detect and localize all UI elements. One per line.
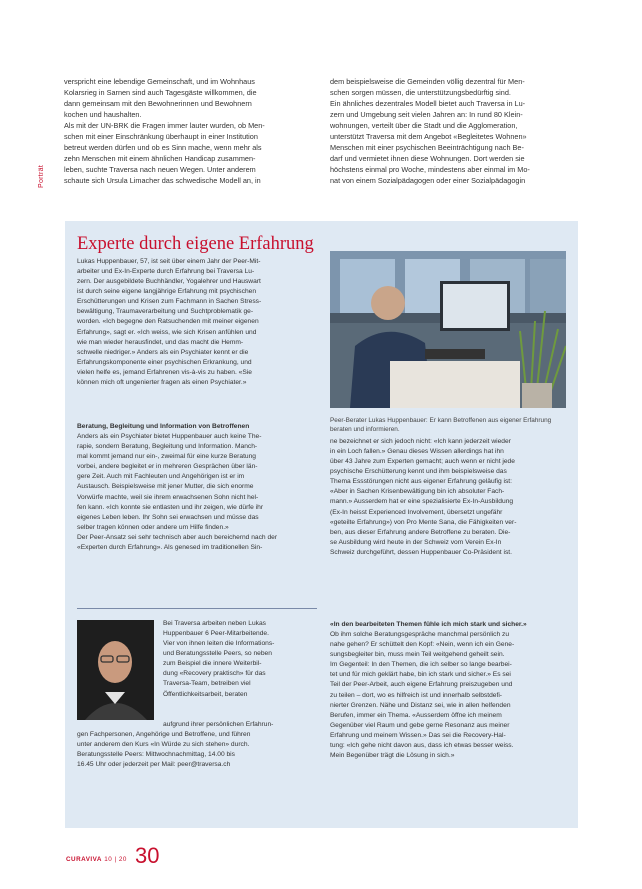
text-line: nat von einem Sozialpädagogen oder einer Sozialpädagogin: [330, 176, 526, 186]
text-line: Mein Begenüber trägt die Lösung in sich.»: [330, 752, 455, 760]
text-line: Ein ähnliches dezentrales Modell bietet auch Traversa in Lu-: [330, 99, 526, 109]
bio-text-continued: [77, 720, 317, 770]
text-line: Der Peer-Ansatz sei sehr technisch aber auch bereichernd nach der: [77, 533, 278, 541]
text-line: fen kann. «Ich konnte sie entlasten und ihr zeigen, wie dürfe ihr: [77, 503, 264, 511]
text-line: höchstens einmal pro Woche, mindestens aber einmal im Mo-: [330, 165, 530, 175]
text-line: Thema Essstörungen nicht aus eigener Erfahrung geläufig ist:: [330, 478, 512, 486]
text-line: wohnungen, verteilt über die Stadt und die Agglomeration,: [330, 121, 518, 131]
text-line: psychische Erschütterung kennt und ihm beispielsweise das: [330, 468, 507, 476]
text-line: Lukas Huppenbauer, 57, ist seit über einem Jahr der Peer-Mit-: [77, 258, 261, 265]
text-line: Erfahrung und meinem Wissen.» Das sei die Recovery-Hal-: [330, 731, 506, 739]
text-line: zern. Der ausgebildete Buchhändler, Yogalehrer und Hauswart: [77, 278, 261, 286]
text-line: in ein Loch fallen.» Genau dieses Wissen allerdings hat ihn: [330, 448, 504, 456]
text-line: dung «Recovery praktisch» für das: [163, 670, 266, 678]
text-line: nierter Grenzen. Nähe und Distanz sei, wie in allen helfenden: [330, 701, 511, 709]
text-line: Im Gegenteil: In den Themen, die ich selber so lange bearbei-: [330, 661, 512, 669]
top-left-column: [64, 76, 325, 186]
text-line: vielen helfe es, jemand Erfahrenen vis-à-vis zu haben. «Sie: [77, 368, 252, 376]
text-line: rapie, sondern Beratung, Begleitung und Information. Manch-: [77, 443, 258, 451]
text-line: ne bezeichnet er sich jedoch nicht: «Ich kann jederzeit wieder: [330, 438, 511, 445]
text-line: darf und vermietet ihnen diese Wohnungen. Dort werden sie: [330, 154, 525, 164]
text-line: Vier von ihnen leiten die Informations-: [163, 640, 275, 648]
text-line: vorbei, andere begleitet er in mehreren Gesprächen über län-: [77, 463, 258, 471]
box-divider: [77, 608, 317, 609]
text-line: worden. «Ich begegne den Ratsuchenden mit meiner eigenen: [77, 318, 259, 326]
text-line: schaute sich Ursula Limacher das schwedische Modell an, in: [64, 176, 261, 186]
box-column-1-part-1: [77, 257, 317, 388]
text-line: bewältigung, Traumaverarbeitung und Suchtproblematik ge-: [77, 308, 254, 316]
text-line: Erfahrungskomponente einer psychischen Erkrankung, und: [77, 358, 252, 366]
text-line: Anders als ein Psychiater bietet Huppenbauer auch keine The-: [77, 433, 262, 441]
text-line: betreut werden dürfen und ob es Sinn mache, wenn mehr als: [64, 143, 262, 153]
text-line: Bei Traversa arbeiten neben Lukas: [163, 620, 266, 627]
portrait-photo: [77, 620, 154, 720]
text-line: über 43 Jahre zum Experten gemacht; auch wenn er nicht jede: [330, 458, 515, 466]
text-line: mann.» Ausserdem hat er eine spezialisierte Ex-In-Ausbildung: [330, 498, 514, 506]
issue-number: 10 | 20: [104, 856, 127, 863]
text-line: «Aber in Sachen Krisenbewältigung bin ich absoluter Fach-: [330, 488, 505, 496]
box-column-2-part-1: [330, 437, 566, 558]
text-line: Berufen, immer ein Thema. «Ausserdem öffne ich meinem: [330, 711, 502, 719]
text-line: arbeiter und Ex-In-Experte durch Erfahrung bei Traversa Lu-: [77, 268, 255, 276]
text-line: zern und Umgebung seit vielen Jahren an: In rund 80 Klein-: [330, 110, 523, 120]
bio-text: [163, 619, 313, 700]
office-photo: [330, 251, 566, 408]
text-line: gen Fachpersonen, Angehörige und Betroffene, und führen: [77, 731, 251, 739]
text-line: Austausch. Beispielsweise mit jener Mutter, die sich enorme: [77, 483, 254, 491]
text-line: Menschen mit einer psychischen Beeinträchtigung nach Be-: [330, 143, 524, 153]
text-line: unter anderem den Kurs «In Würde zu sich stehen» durch.: [77, 741, 250, 749]
photo-caption: Peer-Berater Lukas Huppenbauer: Er kann Betroffenen aus eigener Erfahrung beraten und informieren.: [330, 417, 552, 434]
text-line: zehn Menschen mit einem ähnlichen Handicap zusammen-: [64, 154, 256, 164]
text-line: eigenes Leben leben. Ihr Sohn sei erwachsen und müsse das: [77, 513, 259, 521]
text-line: 16.45 Uhr oder jederzeit per Mail: peer@traversa.ch: [77, 761, 231, 769]
footer-brand: [66, 856, 127, 863]
text-line: (Ex-In heisst Experienced Involvement, übersetzt ungefähr: [330, 508, 503, 516]
box-column-1-part-2: [77, 422, 317, 553]
subheading: Beratung, Begleitung und Information von Betroffenen: [77, 423, 250, 430]
text-line: schen sorgen müssen, die unterstützungsbedürftig sind.: [330, 88, 511, 98]
text-line: schen mit einer Einschränkung überhaupt in einer Institution: [64, 132, 258, 142]
text-line: verspricht eine lebendige Gemeinschaft, und im Wohnhaus: [64, 77, 255, 86]
text-line: ben, aus dieser Erfahrung andere Betroffene zu beraten. Die-: [330, 528, 511, 536]
text-line: Ob ihm solche Beratungsgespräche manchmal persönlich zu: [330, 631, 510, 639]
text-line: mal kommt jemand nur ein-, zweimal für eine kurze Beratung: [77, 453, 257, 461]
text-line: zu teilen – dort, wo es hilfreich ist und innerhalb selbstdefi-: [330, 691, 503, 699]
top-right-column: [330, 76, 575, 186]
text-line: Öffentlichkeitsarbeit, beraten: [163, 690, 248, 698]
box-column-2-part-2: [330, 620, 566, 761]
text-line: dem beispielsweise die Gemeinden völlig dezentral für Men-: [330, 77, 525, 86]
text-line: sungsbegleiter bin, muss mein Teil weitgehend geheilt sein.: [330, 651, 505, 659]
text-line: Erschütterungen und Krisen zum Fachmann in Sachen Stress-: [77, 298, 262, 306]
section-tab: [36, 130, 50, 190]
text-line: Kolarsrieg in Sarnen sind auch Tagesgäste willkommen, die: [64, 88, 257, 98]
text-line: Vorwürfe machte, weil sie ihrem erwachsenen Sohn nicht hel-: [77, 493, 259, 501]
text-line: unterstützt Traversa mit dem Angebot «Begleitetes Wohnen»: [330, 132, 527, 142]
text-line: «geteilte Erfahrung») von Pro Mente Sana, die Fähigkeiten ver-: [330, 518, 517, 526]
subheading: «In den bearbeiteten Themen fühle ich mich stark und sicher.»: [330, 621, 527, 628]
text-line: gere Zeit. Auch mit Fachleuten und Angehörigen ist er im: [77, 473, 245, 481]
text-line: Gegenüber viel Raum und gebe gerne Resonanz aus meiner: [330, 721, 510, 729]
text-line: Erfahrung», sagt er. «Ich weiss, wie sich Krisen anfühlen und: [77, 328, 257, 336]
text-line: Schweiz durchgeführt, dessen Huppenbauer Co-Präsident ist.: [330, 548, 512, 556]
text-line: selber tragen können oder andere um Hilfe finden.»: [77, 523, 229, 531]
page-number: 30: [135, 843, 160, 868]
text-line: dann gemeinsam mit den Bewohnerinnen und Bewohnern: [64, 99, 252, 109]
text-line: wie man wieder herausfindet, und das macht die Hemm-: [77, 338, 244, 346]
text-line: tung: «Ich gehe nicht davon aus, dass ich etwas besser weiss.: [330, 741, 514, 749]
text-line: schwelle niedriger.» Anders als ein Psychiater kennt er die: [77, 348, 249, 356]
text-line: «Experten durch Erfahrung». Als genesed im traditionellen Sin-: [77, 543, 263, 551]
text-line: ist durch seine eigene langjährige Erfahrung mit psychischen: [77, 288, 257, 296]
text-line: kochen und haushalten.: [64, 110, 142, 120]
text-line: Traversa-Team, betreiben viel: [163, 680, 251, 688]
section-tab-label: Porträt: [38, 164, 45, 188]
text-line: leben, suchte Traversa nach neuen Wegen. Unter anderem: [64, 165, 256, 175]
text-line: können mich oft ungenierter fragen als einen Psychiater.»: [77, 378, 247, 386]
text-line: tet und für mich geklärt habe, bin ich stark und sicher.» Es sei: [330, 671, 511, 679]
brand-name: CURAVIVA: [66, 856, 102, 863]
text-line: aufgrund ihrer persönlichen Erfahrun-: [163, 721, 274, 728]
text-line: zum Beispiel die innere Weiterbil-: [163, 660, 262, 668]
text-line: Teil der Peer-Arbeit, auch eigene Erfahrung preiszugeben und: [330, 681, 513, 689]
text-line: und Beratungsstelle Peers, so neben: [163, 650, 272, 658]
text-line: Als mit der UN-BRK die Fragen immer lauter wurden, ob Men-: [64, 121, 265, 131]
box-title: Experte durch eigene Erfahrung: [77, 234, 314, 254]
text-line: se Ausbildung wird heute in der Schweiz vom Verein Ex-In: [330, 538, 502, 546]
text-line: Beratungsstelle Peers: Mittwochnachmittag, 14.00 bis: [77, 751, 235, 759]
text-line: Huppenbauer 6 Peer-Mitarbeitende.: [163, 630, 269, 638]
text-line: nahe gehen? Er schüttelt den Kopf: «Nein, wenn ich ein Gene-: [330, 641, 515, 649]
